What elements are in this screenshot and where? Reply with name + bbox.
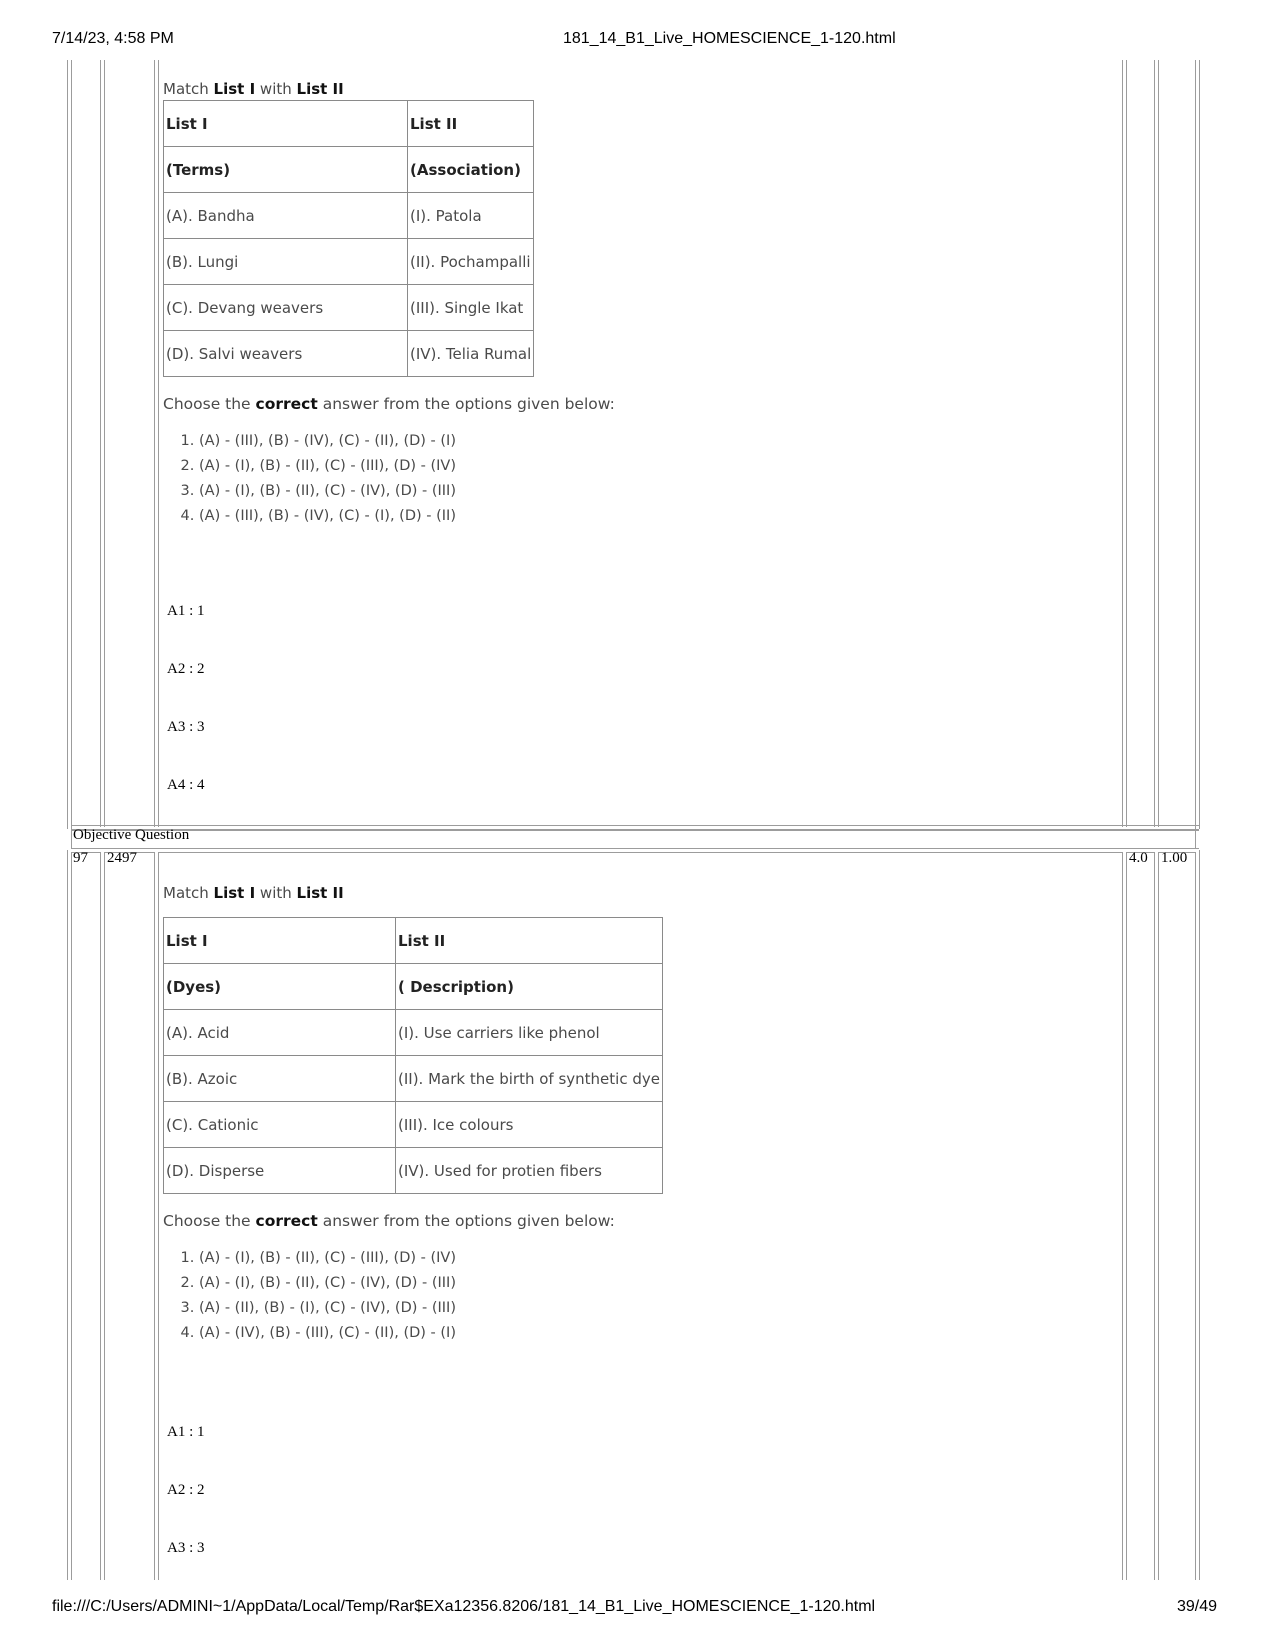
list-item: 2. (A) - (I), (B) - (II), (C) - (III), (D) - (IV)	[199, 454, 615, 479]
table-border	[71, 848, 1199, 849]
question-body	[163, 80, 615, 529]
table-border	[100, 852, 101, 1580]
table-cell: (B). Azoic	[164, 1056, 396, 1102]
choose-instruction: Choose the correct answer from the options given below:	[163, 395, 615, 413]
answer-option: A2 : 2	[167, 661, 205, 677]
table-border	[1154, 60, 1155, 827]
table-border	[67, 60, 68, 829]
table-border	[71, 830, 1199, 831]
print-datetime: 7/14/23, 4:58 PM	[52, 30, 174, 47]
match-instruction: Match List I with List II	[163, 884, 344, 902]
table-border	[1158, 852, 1159, 1580]
table-cell: (C). Devang weavers	[164, 285, 408, 331]
table-header-cell: List I	[164, 101, 408, 147]
list-item: 3. (A) - (II), (B) - (I), (C) - (IV), (D) - (III)	[199, 1296, 663, 1321]
section-label: Objective Question	[73, 827, 190, 843]
table-cell: (III). Single Ikat	[408, 285, 534, 331]
table-border	[1122, 852, 1123, 1580]
answer-option: A2 : 2	[167, 1482, 205, 1498]
print-file-path: file:///C:/Users/ADMINI~1/AppData/Local/Temp/Rar$EXa12356.8206/181_14_B1_Live_HOMESCIENCE_1-120.html	[52, 1598, 876, 1615]
table-border	[1199, 60, 1200, 829]
table-border	[104, 60, 105, 827]
list-item: 4. (A) - (IV), (B) - (III), (C) - (II), (D) - (I)	[199, 1321, 663, 1346]
table-header-cell: (Dyes)	[164, 964, 396, 1010]
table-border	[158, 60, 159, 827]
table-border	[67, 850, 68, 1580]
table-border	[1199, 850, 1200, 1580]
table-header-cell: (Terms)	[164, 147, 408, 193]
match-table	[163, 100, 534, 377]
table-cell: (IV). Telia Rumal	[408, 331, 534, 377]
table-row	[164, 1102, 663, 1148]
question-negative-marks: 1.00	[1161, 850, 1188, 866]
table-border	[100, 60, 101, 827]
table-cell: (III). Ice colours	[396, 1102, 663, 1148]
table-border	[1126, 60, 1127, 827]
table-border	[154, 852, 155, 1580]
table-header-row	[164, 918, 663, 964]
question-serial-number: 97	[73, 850, 88, 866]
table-border	[1195, 60, 1196, 829]
answer-option: A4 : 4	[167, 777, 205, 793]
table-subheader-row	[164, 147, 534, 193]
list-item: 1. (A) - (III), (B) - (IV), (C) - (II), (D) - (I)	[199, 429, 615, 454]
answer-option: A3 : 3	[167, 719, 205, 735]
table-cell: (I). Use carriers like phenol	[396, 1010, 663, 1056]
list-item: 1. (A) - (I), (B) - (II), (C) - (III), (D) - (IV)	[199, 1246, 663, 1271]
table-border	[158, 852, 1122, 853]
question-body	[163, 884, 663, 1346]
list-item: 2. (A) - (I), (B) - (II), (C) - (IV), (D) - (III)	[199, 1271, 663, 1296]
table-row	[164, 193, 534, 239]
match-table	[163, 917, 663, 1194]
table-cell: (IV). Used for protien fibers	[396, 1148, 663, 1194]
table-border	[1154, 852, 1155, 1580]
answer-option: A1 : 1	[167, 1424, 205, 1440]
answer-option: A1 : 1	[167, 603, 205, 619]
table-cell: (B). Lungi	[164, 239, 408, 285]
options-list	[163, 429, 615, 529]
table-cell: (II). Mark the birth of synthetic dye	[396, 1056, 663, 1102]
table-border	[1126, 852, 1127, 1580]
table-cell: (II). Pochampalli	[408, 239, 534, 285]
print-doc-title: 181_14_B1_Live_HOMESCIENCE_1-120.html	[563, 30, 896, 47]
table-header-cell: List II	[408, 101, 534, 147]
table-border	[158, 852, 159, 1580]
choose-instruction: Choose the correct answer from the options given below:	[163, 1212, 615, 1230]
table-border	[1122, 60, 1123, 827]
table-row	[164, 285, 534, 331]
table-cell: (I). Patola	[408, 193, 534, 239]
table-header-cell: ( Description)	[396, 964, 663, 1010]
table-row	[164, 1056, 663, 1102]
table-header-cell: List I	[164, 918, 396, 964]
question-id: 2497	[107, 850, 137, 866]
match-instruction: Match List I with List II	[163, 80, 344, 98]
list-item: 4. (A) - (III), (B) - (IV), (C) - (I), (D) - (II)	[199, 504, 615, 529]
question-marks: 4.0	[1129, 850, 1148, 866]
table-row	[164, 1148, 663, 1194]
table-border	[71, 852, 72, 1580]
table-border	[1158, 60, 1159, 827]
table-header-row	[164, 101, 534, 147]
list-item: 3. (A) - (I), (B) - (II), (C) - (IV), (D) - (III)	[199, 479, 615, 504]
options-list	[163, 1246, 663, 1346]
table-header-cell: List II	[396, 918, 663, 964]
answer-option: A3 : 3	[167, 1540, 205, 1556]
table-border	[71, 830, 72, 848]
table-row	[164, 239, 534, 285]
table-cell: (C). Cationic	[164, 1102, 396, 1148]
table-cell: (D). Salvi weavers	[164, 331, 408, 377]
table-border	[1195, 830, 1196, 848]
print-page-number: 39/49	[1177, 1598, 1218, 1615]
table-row	[164, 331, 534, 377]
table-header-cell: (Association)	[408, 147, 534, 193]
table-cell: (D). Disperse	[164, 1148, 396, 1194]
table-border	[154, 60, 155, 827]
table-cell: (A). Acid	[164, 1010, 396, 1056]
table-subheader-row	[164, 964, 663, 1010]
table-border	[71, 825, 1199, 826]
table-border	[1195, 852, 1196, 1580]
table-border	[71, 60, 72, 829]
table-cell: (A). Bandha	[164, 193, 408, 239]
table-row	[164, 1010, 663, 1056]
table-border	[104, 852, 105, 1580]
